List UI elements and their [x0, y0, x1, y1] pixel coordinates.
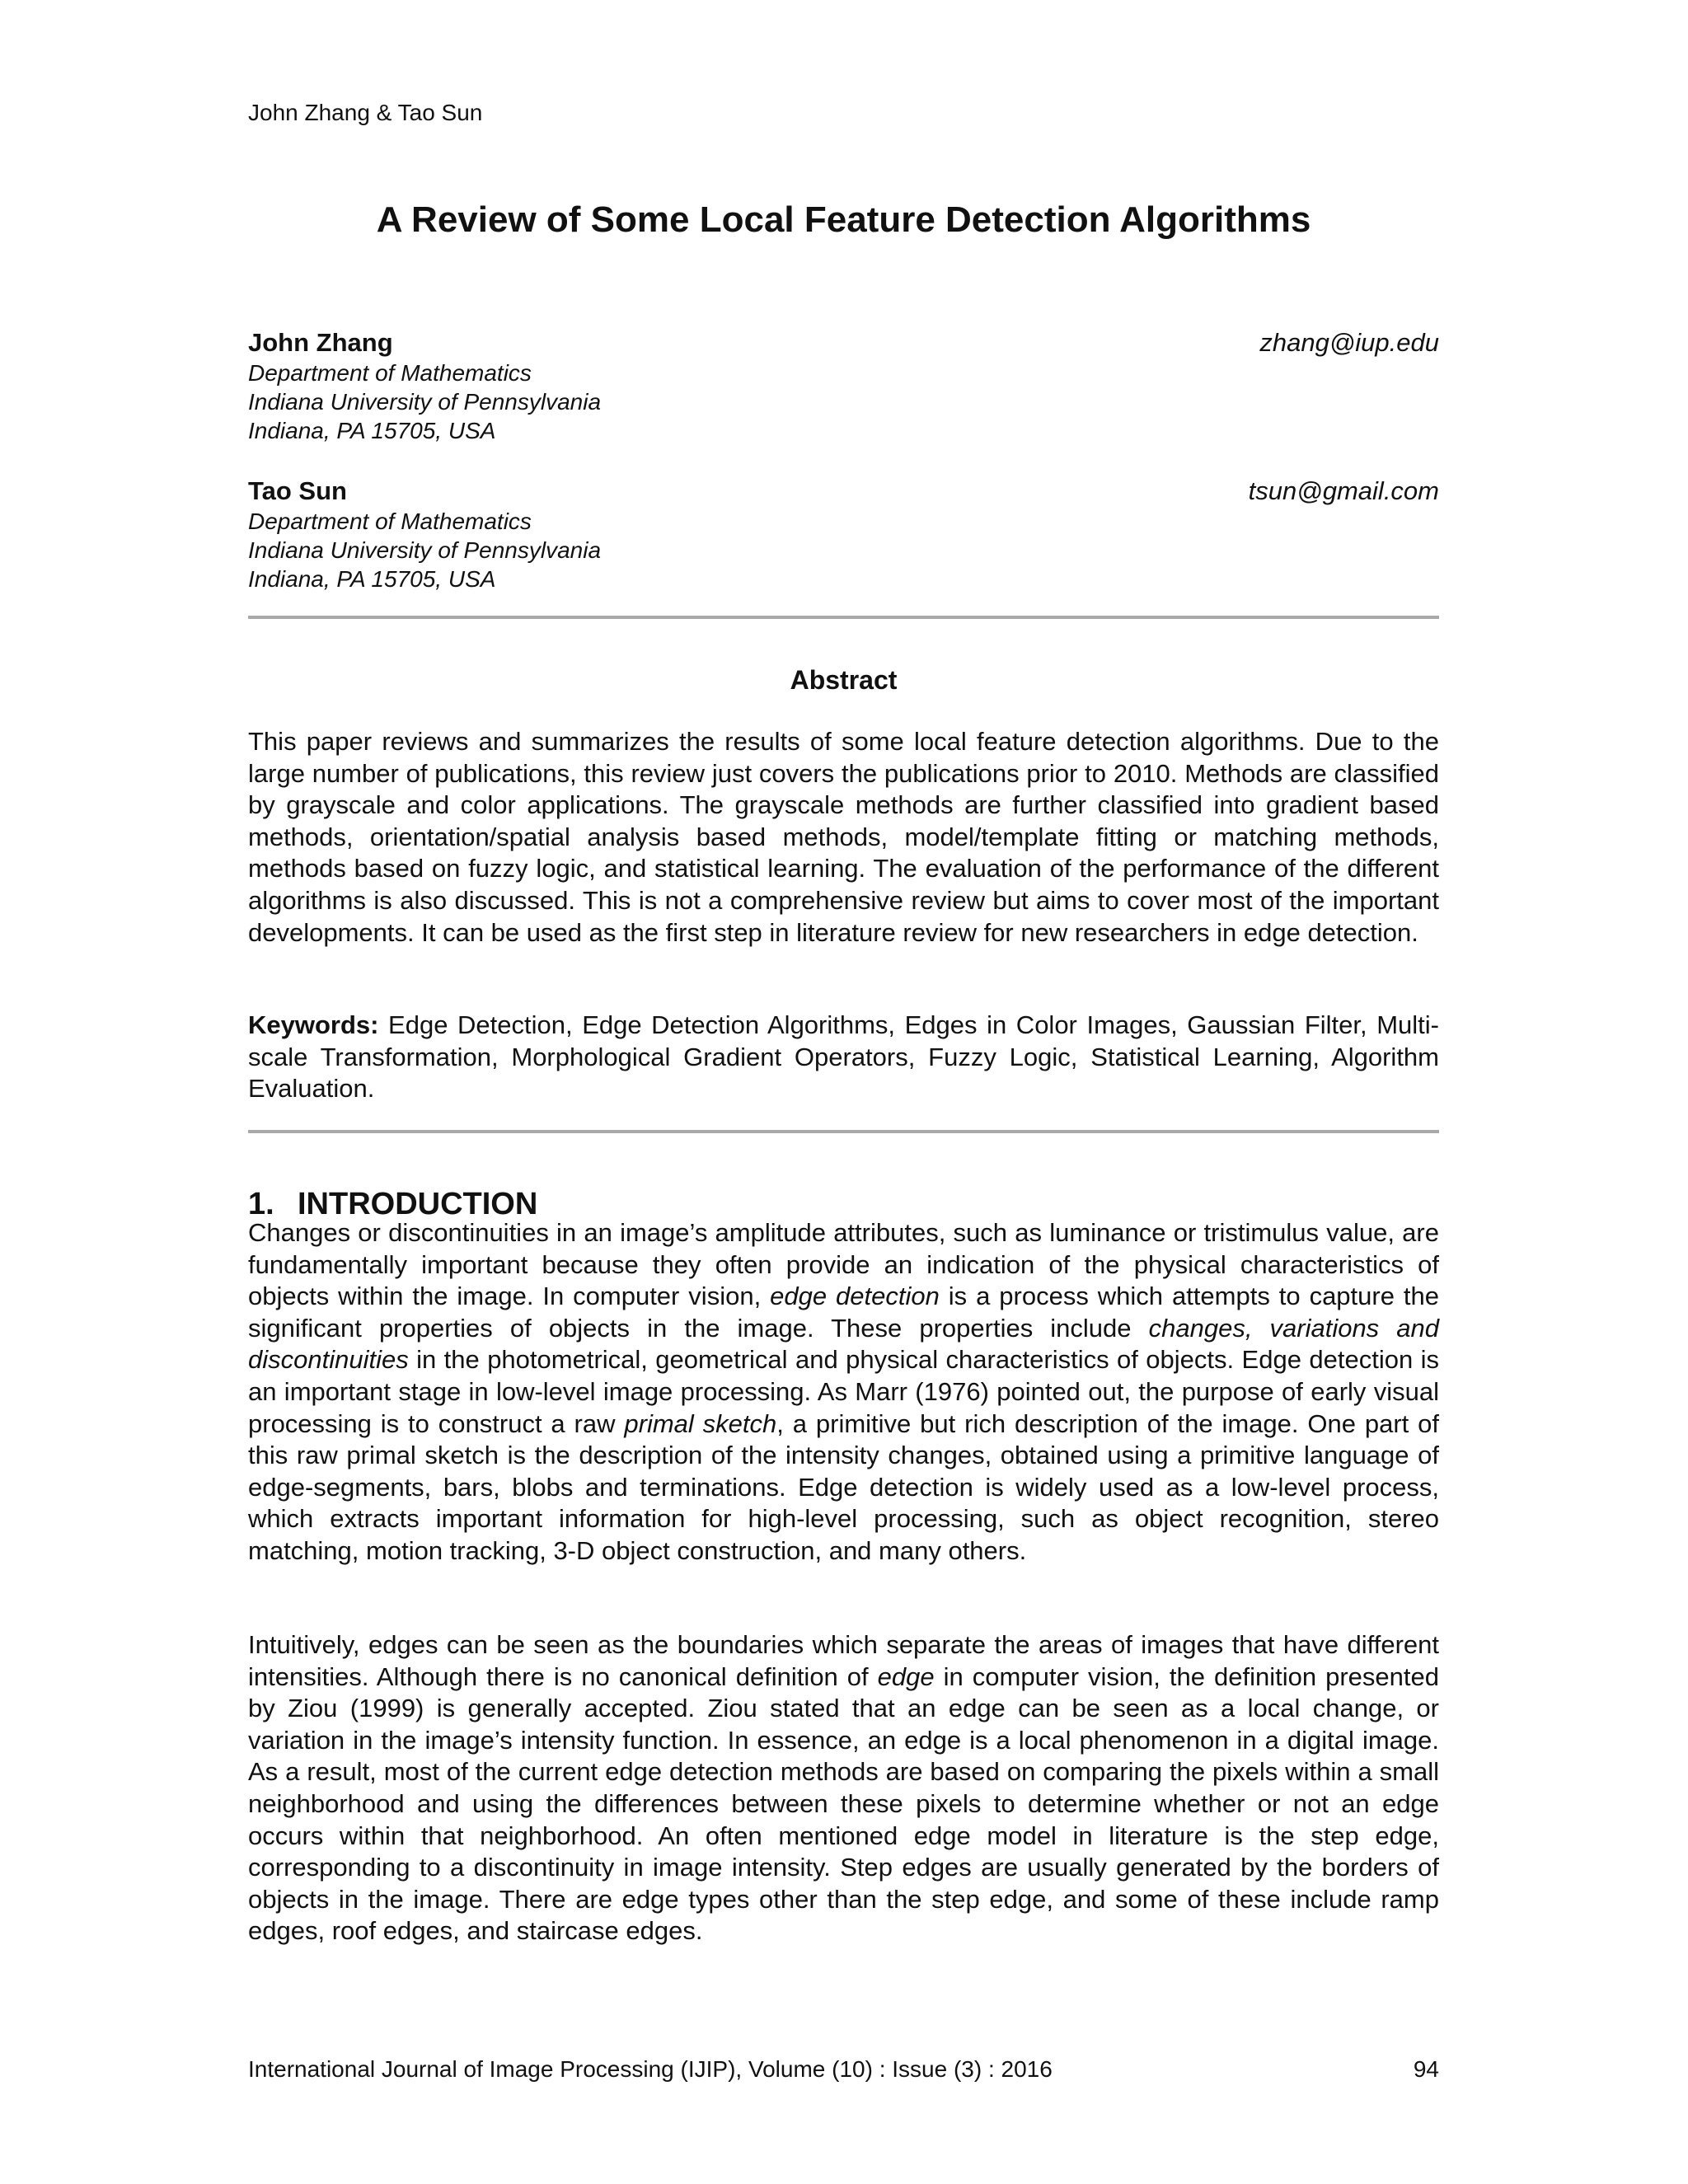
author-name: Tao Sun: [248, 476, 347, 505]
text-run: in computer vision, the definition presented by Ziou (1999) is generally accepted. Ziou stated that an edge can be seen as a local change, or variation in the image’s intensity function. In essence, an edge is a local phenomenon in a digital image. As a result, most of the current edge detection methods are based on comparing the pixels within a small neighborhood and using the differences between these pixels to determine whether or not an edge occurs within that neighborhood. An often mentioned edge model in literature is the step edge, corresponding to a discontinuity in image intensity. Step edges are usually generated by the borders of objects in the image. There are edge types other than the step edge, and some of these include ramp edges, roof edges, and staircase edges.: [248, 1661, 1439, 1946]
keywords-label: Keywords:: [248, 1010, 379, 1039]
running-header: John Zhang & Tao Sun: [248, 100, 483, 125]
author-block-2: [248, 476, 1439, 593]
author-university: Indiana University of Pennsylvania: [248, 537, 602, 563]
italic-term: changes, variations and discontinuities: [248, 1313, 1439, 1375]
divider-rule: [248, 1130, 1439, 1133]
italic-term: edge detection: [770, 1282, 940, 1311]
author-name: John Zhang: [248, 328, 393, 357]
intro-paragraph-2: [248, 1629, 1439, 1947]
italic-term: edge: [877, 1661, 935, 1691]
text-run: in the photometrical, geometrical and physical characteristics of objects. Edge detection is an important stage in low-level image processing. As Marr (1976) pointed out, the purpose of early visual processing is to construct a raw: [248, 1345, 1439, 1438]
author-department: Department of Mathematics: [248, 360, 532, 386]
author-email: zhang@iup.edu: [1259, 328, 1439, 357]
divider-rule: [248, 616, 1439, 619]
page-footer: [248, 2055, 1439, 2083]
intro-paragraph-1: [248, 1217, 1439, 1568]
text-run: Changes or discontinuities in an image’s amplitude attributes, such as luminance or tristimulus value, are fundamentally important because they often provide an indication of the physical characteristics of objects within the image. In computer vision,: [248, 1218, 1439, 1311]
abstract-text: This paper reviews and summarizes the results of some local feature detection algorithms. Due to the large number of publications, this review just covers the publications prior to 2010. Methods are classified by grayscale and color applications. The grayscale methods are further classified into gradient based methods, orientation/spatial analysis based methods, model/template fitting or matching methods, methods based on fuzzy logic, and statistical learning. The evaluation of the performance of the different algorithms is also discussed. This is not a comprehensive review but aims to cover most of the important developments. It can be used as the first step in literature review for new researchers in edge detection.: [248, 727, 1439, 947]
author-location: Indiana, PA 15705, USA: [248, 566, 496, 592]
section-title: INTRODUCTION: [298, 1187, 538, 1221]
author-department: Department of Mathematics: [248, 509, 532, 534]
page-number: 94: [1413, 2056, 1439, 2082]
author-block-1: [248, 327, 1439, 445]
text-run: is a process which attempts to capture the significant properties of objects in the image. These properties include: [248, 1282, 1439, 1343]
abstract-heading: Abstract: [790, 665, 898, 695]
section-number: 1.: [248, 1187, 274, 1221]
text-run: Intuitively, edges can be seen as the boundaries which separate the areas of images that have different intensities. Although there is no canonical definition of: [248, 1630, 1439, 1691]
author-email: tsun@gmail.com: [1248, 476, 1439, 505]
text-run: , a primitive but rich description of the image. One part of this raw primal sketch is the description of the intensity changes, obtained using a primitive language of edge-segments, bars, blobs and terminations. Edge detection is widely used as a low-level process, which extracts important information for high-level processing, such as object recognition, stereo matching, motion tracking, 3-D object construction, and many others.: [248, 1408, 1439, 1565]
italic-term: primal sketch: [624, 1408, 777, 1438]
keywords: [248, 1010, 1439, 1105]
author-university: Indiana University of Pennsylvania: [248, 389, 602, 415]
journal-citation: International Journal of Image Processing (IJIP), Volume (10) : Issue (3) : 2016: [248, 2056, 1053, 2082]
keywords-text: Edge Detection, Edge Detection Algorithms, Edges in Color Images, Gaussian Filter, Multi-scale Transformation, Morphological Gradient Operators, Fuzzy Logic, Statistical Learning, Algorithm Evaluation.: [248, 1010, 1439, 1104]
paper-title: A Review of Some Local Feature Detection Algorithms: [376, 199, 1311, 240]
author-location: Indiana, PA 15705, USA: [248, 418, 496, 443]
